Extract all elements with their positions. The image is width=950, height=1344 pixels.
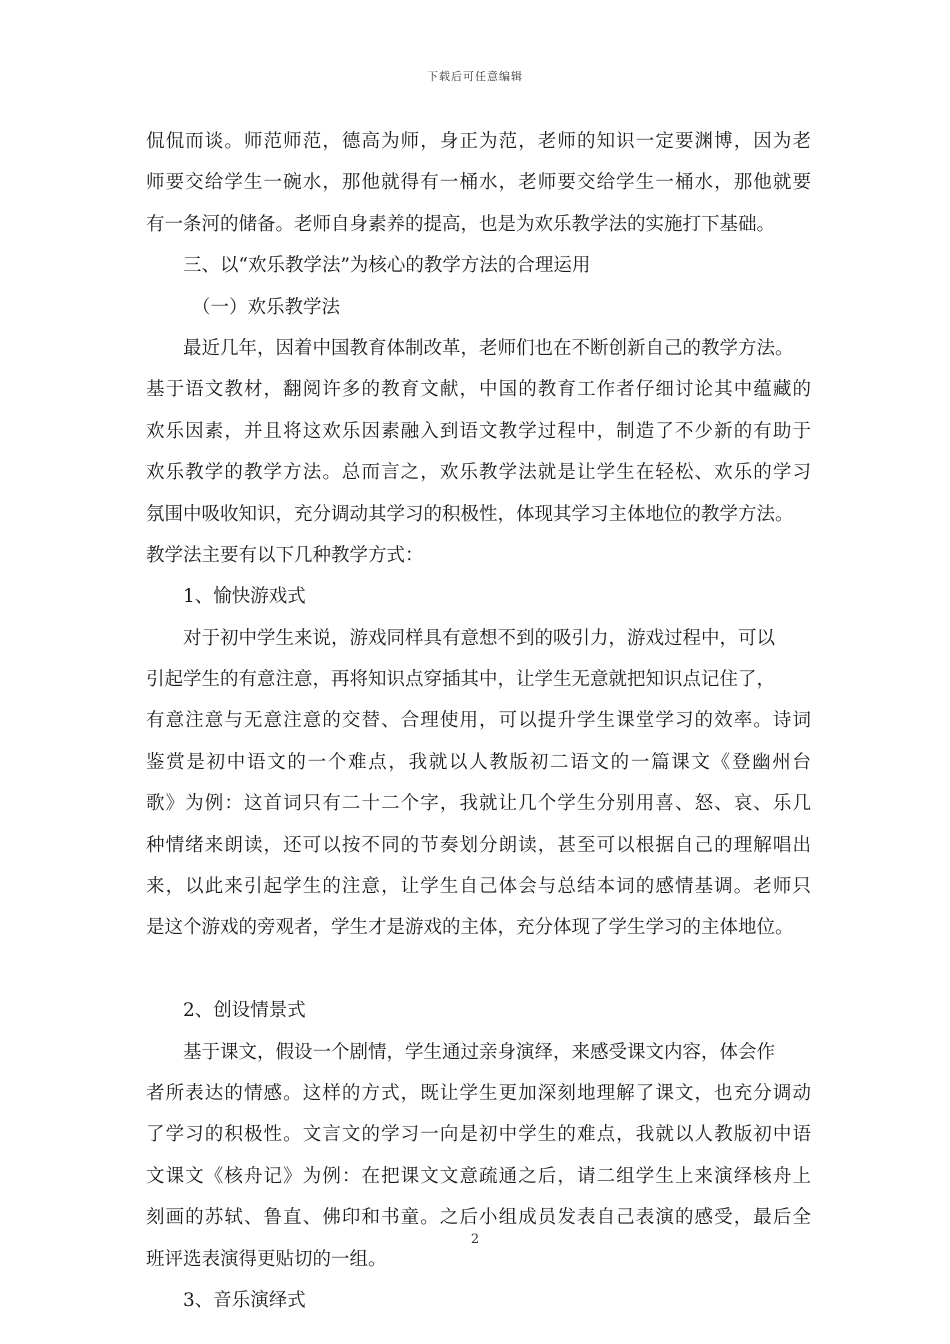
page-number: 2	[470, 1232, 480, 1247]
item-heading: 2、创设情景式	[183, 1000, 306, 1022]
item-heading: 1、愉快游戏式	[183, 586, 306, 608]
body-line: 来，以此来引起学生的注意，让学生自己体会与总结本词的感情基调。老师只	[146, 876, 811, 898]
body-line: 是这个游戏的旁观者，学生才是游戏的主体，充分体现了学生学习的主体地位。	[146, 917, 794, 939]
section-heading: 三、以“欢乐教学法”为核心的教学方法的合理运用	[183, 255, 591, 277]
page-header: 下载后可任意编辑	[427, 70, 523, 83]
item-heading: 3、音乐演绎式	[183, 1289, 306, 1311]
body-line: 文课文《核舟记》为例：在把课文文意疏通之后，请二组学生上来演绎核舟上	[146, 1165, 811, 1187]
body-line: 教学法主要有以下几种教学方式：	[146, 544, 424, 566]
blank-line	[146, 949, 811, 990]
document-body	[146, 121, 811, 1321]
body-line: 班评选表演得更贴切的一组。	[146, 1248, 387, 1270]
body-line: 引起学生的有意注意，再将知识点穿插其中，让学生无意就把知识点记住了，	[146, 669, 776, 691]
body-line: 最近几年，因着中国教育体制改革，老师们也在不断创新自己的教学方法。	[183, 337, 794, 359]
subsection-heading: （一）欢乐教学法	[192, 296, 341, 318]
body-line: 师要交给学生一碗水，那他就得有一桶水，老师要交给学生一桶水，那他就要	[146, 172, 811, 194]
body-line: 有一条河的储备。老师自身素养的提高，也是为欢乐教学法的实施打下基础。	[146, 213, 776, 235]
body-line: 基于语文教材，翻阅许多的教育文献，中国的教育工作者仔细讨论其中蕴藏的	[146, 379, 811, 401]
body-line: 有意注意与无意注意的交替、合理使用，可以提升学生课堂学习的效率。诗词	[146, 710, 811, 732]
body-line: 氛围中吸收知识，充分调动其学习的积极性，体现其学习主体地位的教学方法。	[146, 503, 794, 525]
body-line: 者所表达的情感。这样的方式，既让学生更加深刻地理解了课文，也充分调动	[146, 1082, 811, 1104]
body-line: 歌》为例：这首词只有二十二个字，我就让几个学生分别用喜、怒、哀、乐几	[146, 793, 811, 815]
body-line: 了学习的积极性。文言文的学习一向是初中学生的难点，我就以人教版初中语	[146, 1124, 811, 1146]
body-line: 基于课文，假设一个剧情，学生通过亲身演绎，来感受课文内容，体会作	[183, 1041, 776, 1063]
body-line: 对于初中学生来说，游戏同样具有意想不到的吸引力，游戏过程中，可以	[183, 627, 776, 649]
body-line: 欢乐教学的教学方法。总而言之，欢乐教学法就是让学生在轻松、欢乐的学习	[146, 462, 811, 484]
body-line: 侃侃而谈。师范师范，德高为师，身正为范，老师的知识一定要渊博，因为老	[146, 131, 811, 152]
body-line: 鉴赏是初中语文的一个难点，我就以人教版初二语文的一篇课文《登幽州台	[146, 751, 811, 773]
body-line: 欢乐因素，并且将这欢乐因素融入到语文教学过程中，制造了不少新的有助于	[146, 420, 811, 442]
body-line: 刻画的苏轼、鲁直、佛印和书童。之后小组成员发表自己表演的感受，最后全	[146, 1207, 811, 1229]
body-line: 种情绪来朗读，还可以按不同的节奏划分朗读，甚至可以根据自己的理解唱出	[146, 834, 811, 856]
